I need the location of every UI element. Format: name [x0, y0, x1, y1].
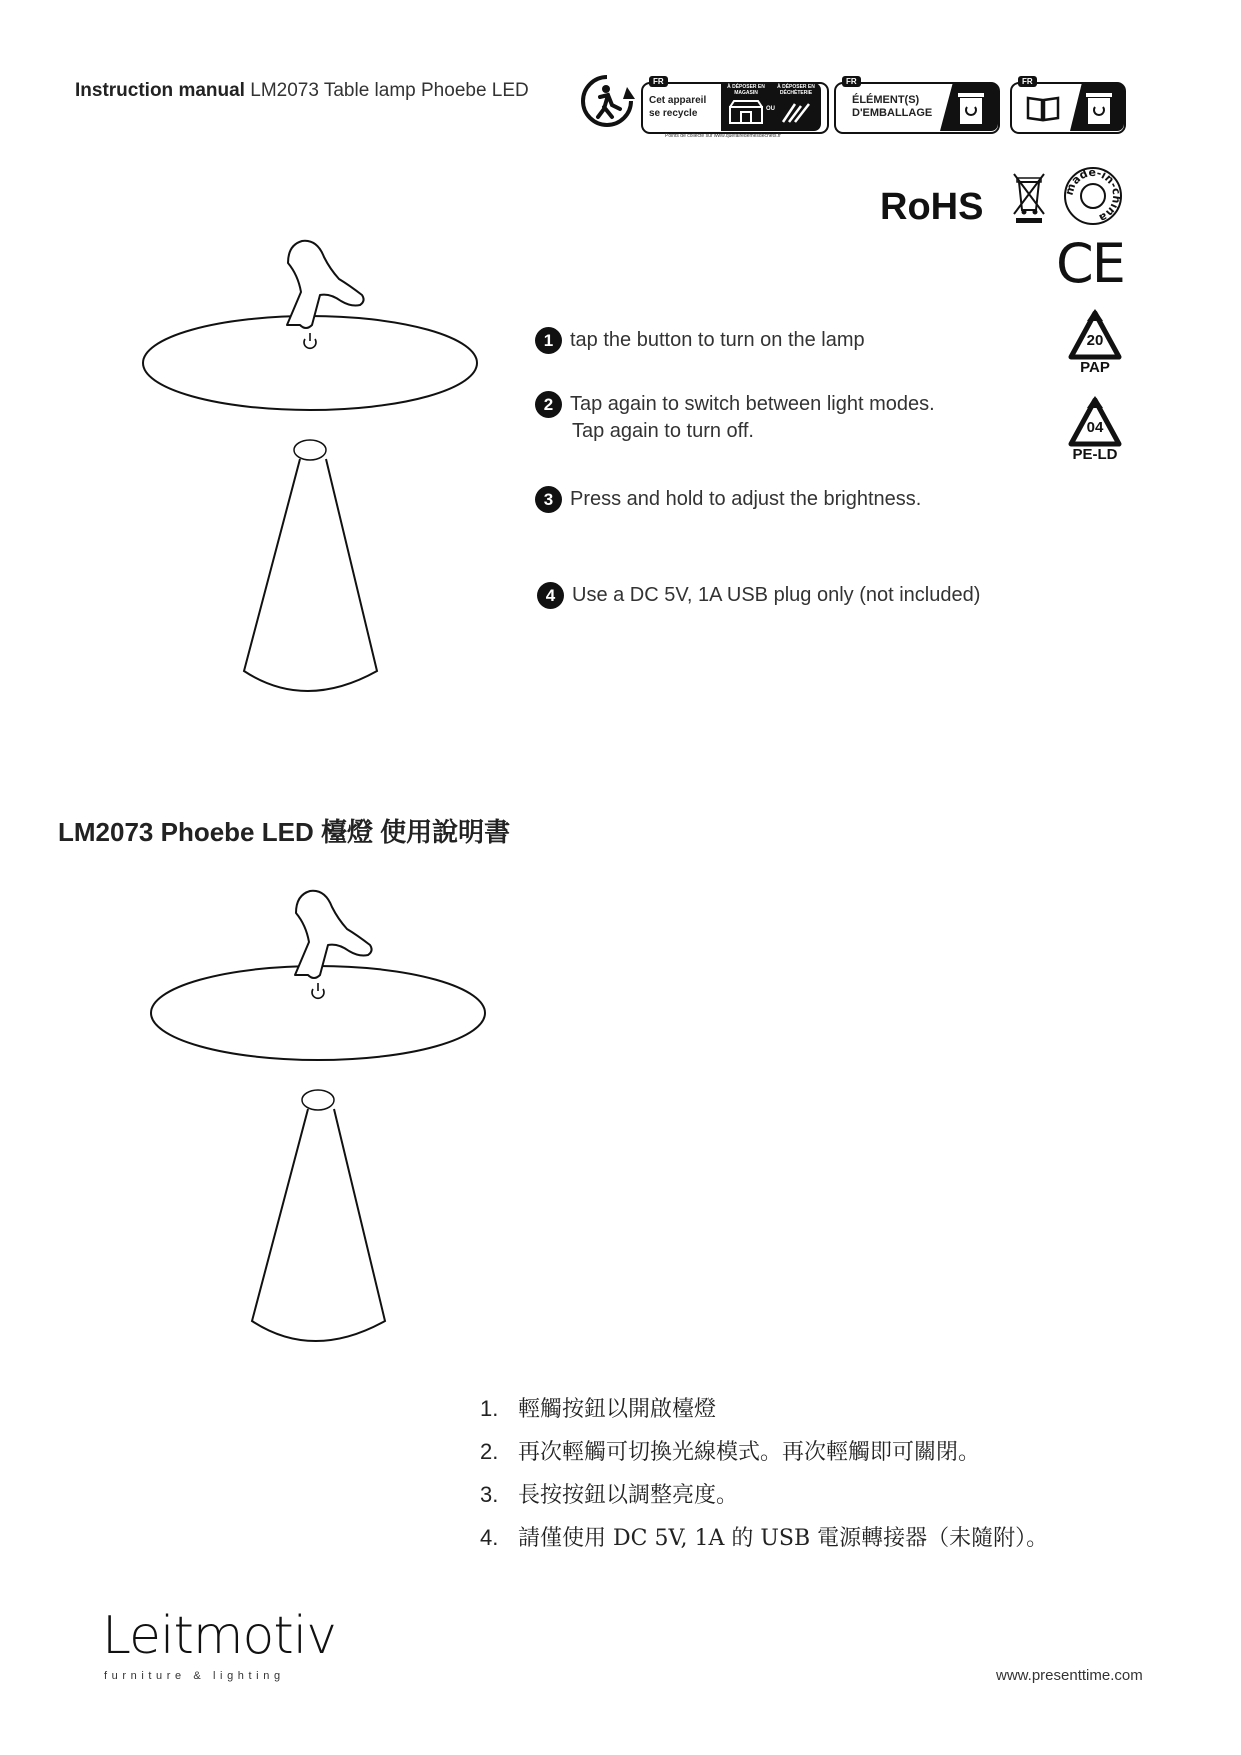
- peld-label: PE-LD: [1072, 446, 1118, 463]
- step-2-number: 2: [535, 391, 562, 418]
- ce-mark: CE: [1056, 232, 1124, 295]
- step-1: [535, 327, 865, 354]
- fr-tag: FR: [1018, 76, 1037, 87]
- store-icon: [727, 99, 765, 125]
- step-2: [535, 391, 935, 444]
- step-1-number: 1: [535, 327, 562, 354]
- zh-step-3-number: 3.: [480, 1482, 499, 1507]
- paper-badge: [1010, 77, 1126, 134]
- zh-title: LM2073 Phoebe LED 檯燈 使用說明書: [58, 817, 511, 847]
- zh-step-3: [480, 1478, 738, 1509]
- manual-title: [75, 80, 529, 102]
- book-icon: [1026, 94, 1060, 122]
- weee-bin-icon: [1010, 170, 1048, 226]
- packaging-line2: D'EMBALLAGE: [852, 107, 933, 119]
- zh-step-4-text: 請僅使用 DC 5V, 1A 的 USB 電源轉接器（未隨附）。: [518, 1526, 1049, 1551]
- collect-url: Points de collecte sur www.quefairedemesdechets.fr: [665, 133, 781, 139]
- manual-title-bold: Instruction manual: [75, 80, 245, 101]
- recycle-bin-icon: [1084, 90, 1114, 126]
- zh-step-1-number: 1.: [480, 1396, 499, 1421]
- brand-tagline: furniture & lighting: [104, 1670, 285, 1682]
- dump-icon: [779, 98, 815, 126]
- deposit-store-label: À DÉPOSER EN MAGASIN: [727, 84, 765, 96]
- recycle-bin-icon: [956, 90, 986, 126]
- peld-code: 04: [1086, 419, 1104, 436]
- recycle-line1: Cet appareil: [649, 95, 707, 106]
- triman-icon: [578, 73, 636, 129]
- deposit-dump-label: À DÉPOSER EN DÉCHÈTERIE: [777, 84, 815, 96]
- zh-step-3-text: 長按按鈕以調整亮度。: [518, 1483, 739, 1508]
- zh-step-4: [480, 1521, 1048, 1552]
- step-3-number: 3: [535, 486, 562, 513]
- pap-recycling-code: [1059, 307, 1131, 376]
- pap-label: PAP: [1080, 359, 1110, 376]
- rohs-mark: RoHS: [880, 186, 984, 228]
- manual-title-rest: LM2073 Table lamp Phoebe LED: [250, 80, 529, 101]
- zh-step-1: [480, 1392, 716, 1423]
- recycle-line2: se recycle: [649, 108, 698, 119]
- step-4-text: Use a DC 5V, 1A USB plug only (not included): [572, 584, 981, 606]
- made-in-china-seal: [1063, 166, 1123, 226]
- zh-step-2-text: 再次輕觸可切換光線模式。再次輕觸即可關閉。: [518, 1440, 981, 1465]
- zh-step-2-number: 2.: [480, 1439, 499, 1464]
- lamp-illustration-zh: [148, 885, 488, 1355]
- step-1-text: tap the button to turn on the lamp: [570, 329, 865, 351]
- brand-logo: Leitmotiv: [102, 1606, 336, 1666]
- fr-tag: FR: [842, 76, 861, 87]
- fr-tag: FR: [649, 76, 668, 87]
- zh-step-2: [480, 1435, 980, 1466]
- step-3-text: Press and hold to adjust the brightness.: [570, 488, 922, 510]
- packaging-badge: [834, 77, 1000, 134]
- pap-code: 20: [1086, 332, 1104, 349]
- step-4-number: 4: [537, 582, 564, 609]
- step-2-line2: Tap again to turn off.: [572, 420, 754, 443]
- lamp-illustration: [140, 235, 480, 705]
- recycle-info-badge: [641, 77, 829, 134]
- packaging-line1: ÉLÉMENT(S): [852, 94, 920, 106]
- peld-recycling-code: [1059, 394, 1131, 463]
- zh-step-4-number: 4.: [480, 1525, 499, 1550]
- step-2-line1: Tap again to switch between light modes.: [570, 393, 935, 415]
- step-4: [537, 582, 980, 609]
- ou-label: OU: [766, 106, 775, 112]
- step-3: [535, 486, 921, 513]
- zh-step-1-text: 輕觸按鈕以開啟檯燈: [518, 1397, 717, 1422]
- footer-url: www.presenttime.com: [996, 1667, 1143, 1684]
- made-in-china-text: made-in-china: [1063, 166, 1123, 225]
